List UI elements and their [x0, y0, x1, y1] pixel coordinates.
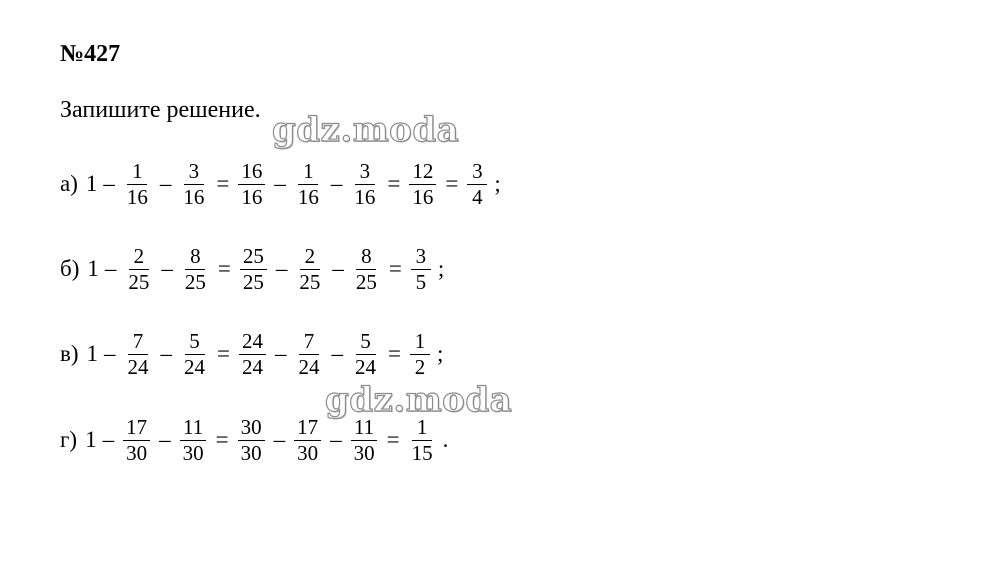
fraction: [410, 329, 430, 380]
denominator: 15: [411, 440, 433, 465]
end-punctuation: ;: [437, 341, 444, 366]
denominator: 30: [240, 440, 262, 465]
numerator: 8: [185, 244, 205, 270]
leading-number: 1: [86, 341, 99, 366]
item-label: в): [60, 341, 79, 366]
numerator: 11: [351, 415, 377, 441]
minus-sign: –: [273, 427, 286, 452]
fraction: [296, 329, 323, 380]
numerator: 1: [412, 415, 432, 441]
minus-sign: –: [161, 256, 173, 281]
minus-sign: –: [104, 341, 116, 366]
numerator: 3: [184, 159, 204, 185]
equals-sign: =: [387, 171, 401, 196]
fraction: [181, 329, 208, 380]
minus-sign: –: [330, 171, 343, 196]
fraction: [124, 159, 151, 210]
fraction: [467, 159, 487, 210]
fraction: [125, 244, 152, 295]
end-punctuation: ;: [494, 171, 501, 196]
leading-number: 1: [87, 256, 99, 281]
minus-sign: –: [332, 256, 344, 281]
equals-sign: =: [217, 256, 231, 281]
item-label: а): [60, 171, 78, 196]
denominator: 16: [354, 184, 376, 209]
denominator: 16: [183, 184, 205, 209]
denominator: 16: [412, 184, 434, 209]
fraction: [296, 244, 323, 295]
minus-sign: –: [159, 427, 171, 452]
numerator: 2: [300, 244, 320, 270]
equals-sign: =: [216, 171, 230, 196]
end-punctuation: ;: [437, 256, 445, 281]
numerator: 30: [238, 415, 265, 441]
fraction: [352, 329, 379, 380]
denominator: 30: [353, 440, 375, 465]
watermark: gdz.moda: [272, 110, 460, 150]
equals-sign: =: [445, 171, 459, 196]
numerator: 5: [185, 329, 205, 355]
numerator: 7: [299, 329, 319, 355]
denominator: 24: [298, 354, 320, 379]
fraction: [295, 159, 322, 210]
fraction: [351, 415, 378, 466]
numerator: 3: [467, 159, 487, 185]
equals-sign: =: [388, 256, 402, 281]
numerator: 17: [294, 415, 321, 441]
denominator: 16: [241, 184, 263, 209]
item-label: б): [60, 256, 80, 281]
equals-sign: =: [217, 341, 231, 366]
denominator: 30: [297, 440, 319, 465]
instruction-text: Запишите решение.: [60, 97, 261, 123]
numerator: 5: [356, 329, 376, 355]
minus-sign: –: [102, 427, 115, 452]
numerator: 25: [240, 244, 267, 270]
fraction: [123, 415, 150, 466]
fraction: [240, 244, 267, 295]
denominator: 25: [355, 269, 377, 294]
denominator: 24: [184, 354, 206, 379]
denominator: 16: [126, 184, 148, 209]
denominator: 25: [242, 269, 264, 294]
leading-number: 1: [85, 427, 97, 452]
fraction: [238, 415, 265, 466]
numerator: 2: [129, 244, 149, 270]
numerator: 16: [238, 159, 265, 185]
minus-sign: –: [274, 171, 286, 196]
numerator: 11: [180, 415, 206, 441]
numerator: 24: [239, 329, 266, 355]
equation-a: [60, 156, 501, 212]
equation-c: [60, 326, 443, 382]
watermark: gdz.moda: [325, 380, 513, 420]
item-label: г): [60, 427, 78, 452]
fraction: [180, 415, 207, 466]
numerator: 12: [409, 159, 436, 185]
numerator: 17: [123, 415, 150, 441]
numerator: 1: [410, 329, 430, 355]
equation-d: [60, 412, 448, 468]
fraction: [409, 415, 436, 466]
minus-sign: –: [275, 256, 288, 281]
denominator: 24: [127, 354, 149, 379]
fraction: [351, 159, 378, 210]
fraction: [182, 244, 209, 295]
fraction: [125, 329, 152, 380]
numerator: 1: [298, 159, 318, 185]
minus-sign: –: [159, 171, 172, 196]
minus-sign: –: [330, 427, 342, 452]
numerator: 8: [356, 244, 376, 270]
minus-sign: –: [160, 341, 173, 366]
numerator: 1: [127, 159, 147, 185]
leading-number: 1: [85, 171, 98, 196]
fraction: [409, 159, 436, 210]
denominator: 4: [472, 184, 483, 209]
denominator: 30: [182, 440, 204, 465]
fraction: [239, 329, 266, 380]
denominator: 16: [297, 184, 319, 209]
fraction: [411, 244, 431, 295]
minus-sign: –: [331, 341, 344, 366]
denominator: 2: [414, 354, 426, 379]
equation-b: [60, 241, 444, 297]
minus-sign: –: [103, 171, 115, 196]
fraction: [294, 415, 321, 466]
exercise-number: №427: [60, 41, 121, 67]
equals-sign: =: [388, 341, 401, 366]
denominator: 25: [128, 269, 150, 294]
denominator: 5: [415, 269, 427, 294]
denominator: 25: [299, 269, 321, 294]
denominator: 30: [126, 440, 148, 465]
fraction: [180, 159, 207, 210]
end-punctuation: .: [442, 427, 449, 452]
denominator: 24: [355, 354, 377, 379]
equals-sign: =: [215, 427, 229, 452]
numerator: 3: [355, 159, 375, 185]
equals-sign: =: [386, 427, 400, 452]
fraction: [238, 159, 265, 210]
minus-sign: –: [104, 256, 117, 281]
minus-sign: –: [275, 341, 287, 366]
numerator: 7: [128, 329, 148, 355]
fraction: [353, 244, 380, 295]
denominator: 25: [184, 269, 206, 294]
numerator: 3: [411, 244, 431, 270]
denominator: 24: [242, 354, 264, 379]
